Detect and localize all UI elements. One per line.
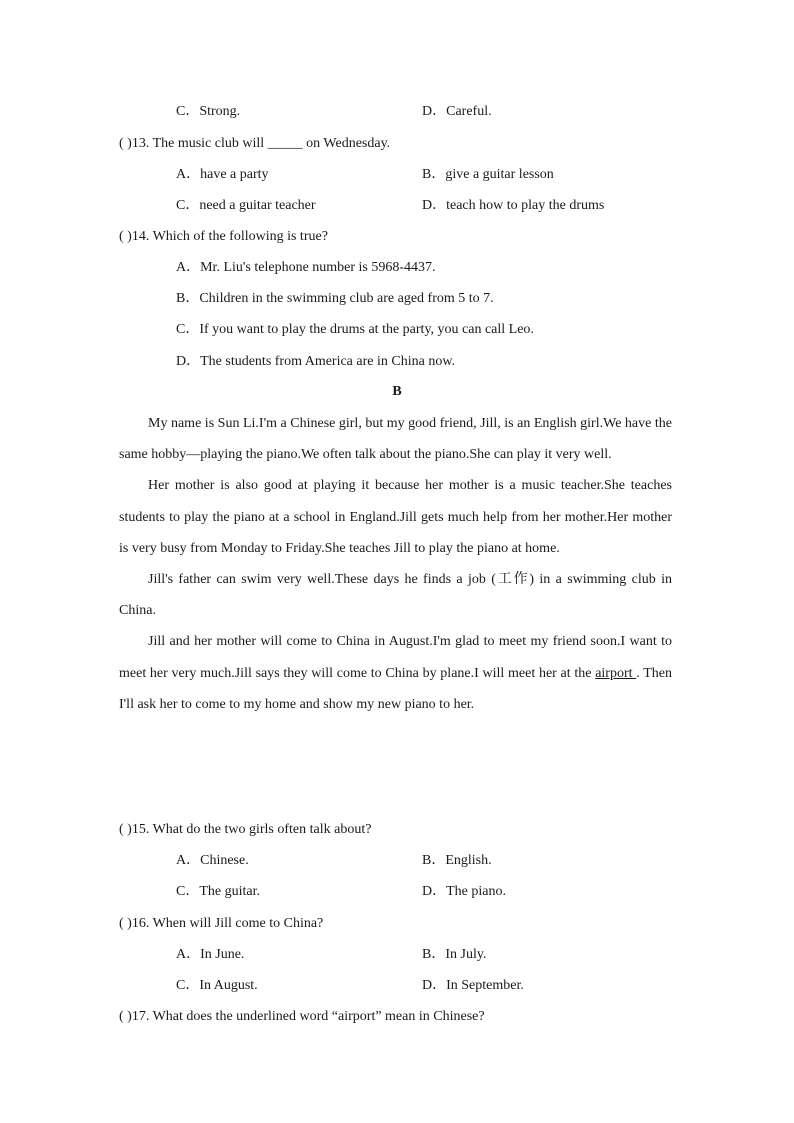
q13-stem: ( )13. The music club will _____ on Wednesday. <box>119 136 391 151</box>
q13-option-d: D．teach how to play the drums <box>422 198 605 213</box>
q13-option-c: C．need a guitar teacher <box>176 198 316 213</box>
q13-option-a: A．have a party <box>176 167 269 182</box>
q14-option-c: C．If you want to play the drums at the party, you can call Leo. <box>176 322 534 337</box>
passage-p4-text: Jill and her mother will come to China in August.I'm glad to meet my friend soon.I want to meet her very much.Jill says they will come to China by plane.I will meet her at the <box>119 634 672 681</box>
passage-paragraph-4 <box>119 626 672 720</box>
q15-stem: ( )15. What do the two girls often talk about? <box>119 822 372 837</box>
q13-option-b: B．give a guitar lesson <box>422 167 554 182</box>
q16-option-a: A．In June. <box>176 947 245 962</box>
passage-p4-text-end: . Then I'll ask her to come to my home and show my new piano to her. <box>119 665 672 712</box>
passage-paragraph-3: Jill's father can swim very well.These days he finds a job (工作) in a swimming club in China. <box>119 572 672 619</box>
q15-option-b: B．English. <box>422 853 492 868</box>
q15-option-a: A．Chinese. <box>176 853 249 868</box>
passage-paragraph-1: My name is Sun Li.I'm a Chinese girl, but my good friend, Jill, is an English girl.We have the same hobby—playing the piano.We often talk about the piano.She can play it very well. <box>119 416 672 463</box>
q12-option-d: D．Careful. <box>422 104 492 119</box>
q15-option-c: C．The guitar. <box>176 884 260 899</box>
q14-option-a: A．Mr. Liu's telephone number is 5968-4437. <box>176 260 436 275</box>
underlined-word-airport: airport <box>595 665 637 681</box>
q14-option-d: D．The students from America are in China now. <box>176 354 456 369</box>
q14-stem: ( )14. Which of the following is true? <box>119 229 328 244</box>
q16-option-d: D．In September. <box>422 978 524 993</box>
q14-option-b: B．Children in the swimming club are aged from 5 to 7. <box>176 291 494 306</box>
section-b-heading: B <box>392 384 402 399</box>
q16-option-b: B．In July. <box>422 947 487 962</box>
q16-option-c: C．In August. <box>176 978 258 993</box>
q12-option-c: C．Strong. <box>176 104 241 119</box>
passage-paragraph-2: Her mother is also good at playing it because her mother is a music teacher.She teaches students to play the piano at a school in England.Jill gets much help from her mother.Her mother is very busy from Monday to Friday.She teaches Jill to play the piano at home. <box>119 478 672 556</box>
q15-option-d: D．The piano. <box>422 884 506 899</box>
q16-stem: ( )16. When will Jill come to China? <box>119 916 324 931</box>
reading-passage <box>119 408 672 720</box>
q17-stem: ( )17. What does the underlined word “airport” mean in Chinese? <box>119 1009 485 1024</box>
